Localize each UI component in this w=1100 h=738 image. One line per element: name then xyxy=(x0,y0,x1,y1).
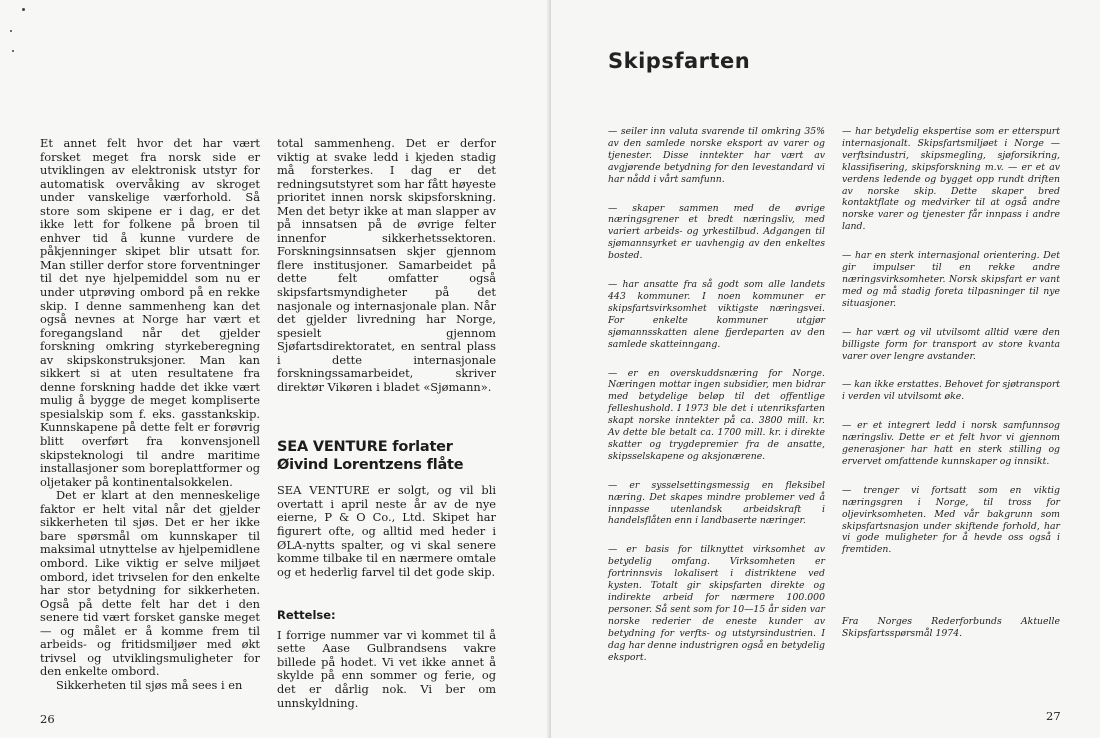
body-paragraph: Et annet felt hvor det har vært forsket meget fra norsk side er utviklingen av elektronisk utstyr for automatisk overvåking av skroget under vanskelige værforhold. Så store som skipene er i dag, er det ikke lett for folkene på broen til enhver tid å kunne vurdere de påkjenninger skipet blir utsatt for. Man stiller derfor store forventninger til det nye hjelpemiddel som nu er under utprøving ombord på en rekke skip. I denne sammenheng kan det også nevnes at Norge har vært et foregangsland når det gjelder forskning omkring styrkeberegning av skipskonstruksjoner. Man kan sikkert si at uten resultatene fra denne forskning hadde det ikke vært mulig å bygge de meget kompliserte spesialskip som f. eks. gasstankskip. Kunnskapene på dette felt er forøvrig blitt overført fra konvensjonell skipsteknologi til andre maritime installasjoner som boreplattformer og oljetaker på kontinentalsokkelen. xyxy=(40,136,260,489)
section-title: Skipsfarten xyxy=(608,49,751,73)
rettelse-notice xyxy=(277,609,496,710)
print-speck xyxy=(22,8,25,11)
bullet-item: — har ansatte fra så godt som alle landets 443 kommuner. I noen kommuner er skipsfartsvirksomhet viktigste næringsvei. For enkelte kommuner utgjør sjømannsskatten alene fjerdeparten av den samlede skatteinngang. xyxy=(608,279,825,350)
body-paragraph: Det er klart at den menneskelige faktor er helt vital når det gjelder sikkerheten til sjøs. Det er her ikke bare spørsmål om kunnskaper til maksimal utnyttelse av hjelpemidlene ombord. Like viktig er selve miljøet ombord, idet trivselen for den enkelte har stor betydning for sikkerheten. Også på dette felt har det i den senere tid vært forsket ganske meget — og målet er å komme frem til arbeids- og fritidsmiljøer med økt trivsel og utviklingsmuligheter for den enkelte ombord. xyxy=(40,488,260,679)
print-speck xyxy=(12,50,14,52)
bullet-item: — har vært og vil utvilsomt alltid være den billigste form for transport av store kvanta varer over lengre avstander. xyxy=(842,326,1060,362)
print-speck xyxy=(10,30,12,32)
body-paragraph: total sammenheng. Det er derfor viktig at svake ledd i kjeden stadig må forsterkes. I dag er det redningsutstyret som har fått høyeste prioritet innen norsk skipsforskning. Men det betyr ikke at man slapper av på innsatsen på de øvrige felter innenfor sikkerhetssektoren. Forskningsinnsatsen skjer gjennom flere institusjoner. Samarbeidet på dette felt omfatter også skipsfartsmyndigheter på det nasjonale og internasjonale plan. Når det gjelder livredning har Norge, spesielt gjennom Sjøfartsdirektoratet, en sentral plass i dette internasjonale forskningssamarbeidet, skriver direktør Vikøren i bladet «Sjømann». xyxy=(277,136,496,394)
article-heading: SEA VENTURE forlater Øivind Lorentzens flåte xyxy=(277,439,464,474)
bullet-item: — skaper sammen med de øvrige næringsgrener et bredt næringsliv, med variert arbeids- og yrkestilbud. Adgangen til sjømannsyrket er uavhengig av den enkeltes bosted. xyxy=(608,202,825,262)
page-number: 26 xyxy=(40,712,55,726)
bullet-item: — trenger vi fortsatt som en viktig næringsgren i Norge, til tross for oljevirksomheten. Med vår bakgrunn som skipsfartsnasjon under skiftende forhold, har vi gode muligheter for å hevde oss også i fremtiden. xyxy=(842,484,1060,556)
left-column-2 xyxy=(277,137,496,710)
notice-heading: Rettelse: xyxy=(277,608,336,623)
bullet-item: — er basis for tilknyttet virksomhet av betydelig omfang. Virksomheten er fortrinnsvis lokalisert i distriktene ved kysten. Totalt gir skipsfarten direkte og indirekte arbeid for nærmere 100.000 personer. Så sent som for 10—15 år siden var norske rederier de eneste kunder av betydning for verfts- og utstyrsindustrien. I dag har denne industrigren også en betydelig eksport. xyxy=(608,544,825,663)
bullet-item: — er en overskuddsnæring for Norge. Næringen mottar ingen subsidier, men bidrar med betydelige beløp til det offentlige felleshushold. I 1973 ble det i utenriksfarten skapt norske inntekter på ca. 3800 mill. kr. Av dette ble betalt ca. 1700 mill. kr. i direkte skatter og trygdepremier fra de ansatte, skipsselskapene og aksjonærene. xyxy=(608,367,825,462)
bullet-item: — er sysselsettingsmessig en fleksibel næring. Det skapes mindre problemer ved å innpasse utenlandsk arbeidskraft i handelsflåten enn i landbaserte næringer. xyxy=(608,479,825,527)
bullet-item: — er et integrert ledd i norsk samfunnsog næringsliv. Dette er et felt hvor vi gjennom generasjoner har hatt en sterk stilling og ervervet omfattende kunnskaper og innsikt. xyxy=(842,420,1060,467)
left-column-1 xyxy=(40,137,260,692)
page-number: 27 xyxy=(1046,709,1061,723)
notice-body: I forrige nummer var vi kommet til å sette Aase Gulbrandsens vakre billede på hodet. Vi vet ikke annet å skylde på enn sommer og ferie, og det er dårlig nok. Vi ber om unnskyldning. xyxy=(277,627,496,710)
right-column-2 xyxy=(842,126,1060,657)
bullet-item: — kan ikke erstattes. Behovet for sjøtransport i verden vil utvilsomt øke. xyxy=(842,379,1060,403)
sea-venture-article xyxy=(277,438,496,579)
right-column-1 xyxy=(608,126,825,680)
bullet-item: — har betydelig ekspertise som er etterspurt internasjonalt. Skipsfartsmiljøet i Norge — verftsindustri, skipsmegling, sjøforsikring, klassifisering, skipsforskning m.v. — er et av verdens ledende og bygget opp rundt driften av norske skip. Dette skaper bred kontaktflate og medvirker til at også andre norske varer og tjenester får innpass i andre land. xyxy=(842,126,1060,233)
body-paragraph: Sikkerheten til sjøs må sees i en xyxy=(56,677,243,692)
bullet-item: — har en sterk internasjonal orientering. Det gir impulser til en rekke andre næringsvirksomheter. Norsk skipsfart er vant med og må stadig foreta tilpasninger til nye situasjoner. xyxy=(842,250,1060,309)
source-credit: Fra Norges Rederforbunds Aktuelle Skipsfartsspørsmål 1974. xyxy=(842,616,1060,640)
article-body: SEA VENTURE er solgt, og vil bli overtatt i april neste år av de nye eierne, P & O Co., Ltd. Skipet har figurert ofte, og alltid med heder i ØLA-nytts spalter, og vi skal senere komme tilbake til en nærmere omtale og et hederlig farvel til det gode skip. xyxy=(277,483,496,579)
bullet-item: — seiler inn valuta svarende til omkring 35% av den samlede norske eksport av varer og tjenester. Disse inntekter har vært av avgjørende betydning for den levestandard vi har nådd i vårt samfunn. xyxy=(608,126,825,185)
